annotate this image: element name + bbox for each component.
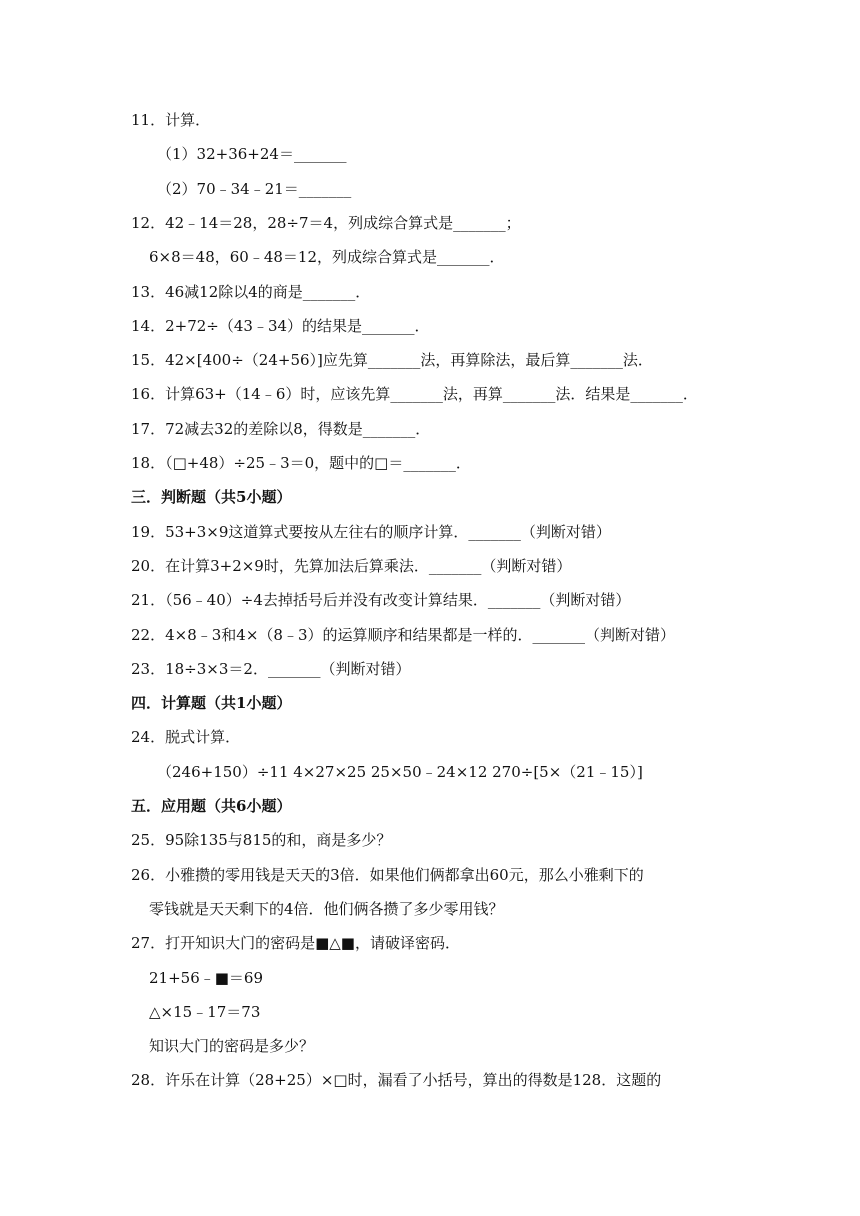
question-line: 6×8＝48，60﹣48＝12，列成综合算式是_______． [149,248,505,267]
question-line: 26．小雅攒的零用钱是天天的3倍．如果他们俩都拿出60元，那么小雅剩下的 [131,865,644,884]
question-line: （2）70﹣34﹣21＝_______ [157,179,352,198]
question-line: （246+150）÷11 4×27×25 25×50﹣24×12 270÷[5×（21﹣15）] [157,762,643,781]
question-line: 24．脱式计算． [131,728,241,747]
question-line: 17．72减去32的差除以8，得数是_______． [131,419,431,438]
section-heading: 四．计算题（共1小题） [131,694,292,713]
question-line: 12．42﹣14＝28，28÷7＝4，列成综合算式是_______； [131,213,521,232]
question-line: 知识大门的密码是多少？ [149,1037,315,1056]
question-line: 27．打开知识大门的密码是■△■，请破译密码． [131,934,460,953]
question-line: 11．计算． [131,111,211,129]
question-line: 15．42×[400÷（24+56）]应先算_______法，再算除法，最后算_______法． [131,351,653,370]
question-line: 21．（56﹣40）÷4去掉括号后并没有改变计算结果．_______（判断对错） [131,591,631,610]
question-line: 零钱就是天天剩下的4倍．他们俩各攒了多少零用钱？ [149,899,504,918]
section-heading: 三．判断题（共5小题） [131,488,292,507]
question-line: （1）32+36+24＝_______ [157,145,347,164]
question-line: 16．计算63+（14﹣6）时，应该先算_______法，再算_______法．结果是_______． [131,385,698,404]
question-line: 19．53+3×9这道算式要按从左往右的顺序计算．_______（判断对错） [131,522,611,541]
question-line: 13．46减12除以4的商是_______． [131,282,371,301]
question-line: 25．95除135与815的和，商是多少？ [131,831,392,850]
question-line: 23．18÷3×3＝2．_______（判断对错） [131,659,411,678]
question-line: 28．许乐在计算（28+25）×□时，漏看了小括号，算出的得数是128．这题的 [131,1071,662,1090]
question-line: △×15﹣17＝73 [149,1002,261,1021]
question-line: 18．（□+48）÷25﹣3＝0，题中的□＝_______． [131,454,471,472]
question-line: 21+56﹣■＝69 [149,968,264,987]
question-line: 14．2+72÷（43﹣34）的结果是_______． [131,316,430,335]
question-line: 20．在计算3+2×9时，先算加法后算乘法．_______（判断对错） [131,556,572,575]
question-line: 22．4×8﹣3和4×（8﹣3）的运算顺序和结果都是一样的．_______（判断对错） [131,625,675,644]
section-heading: 五．应用题（共6小题） [131,797,292,815]
